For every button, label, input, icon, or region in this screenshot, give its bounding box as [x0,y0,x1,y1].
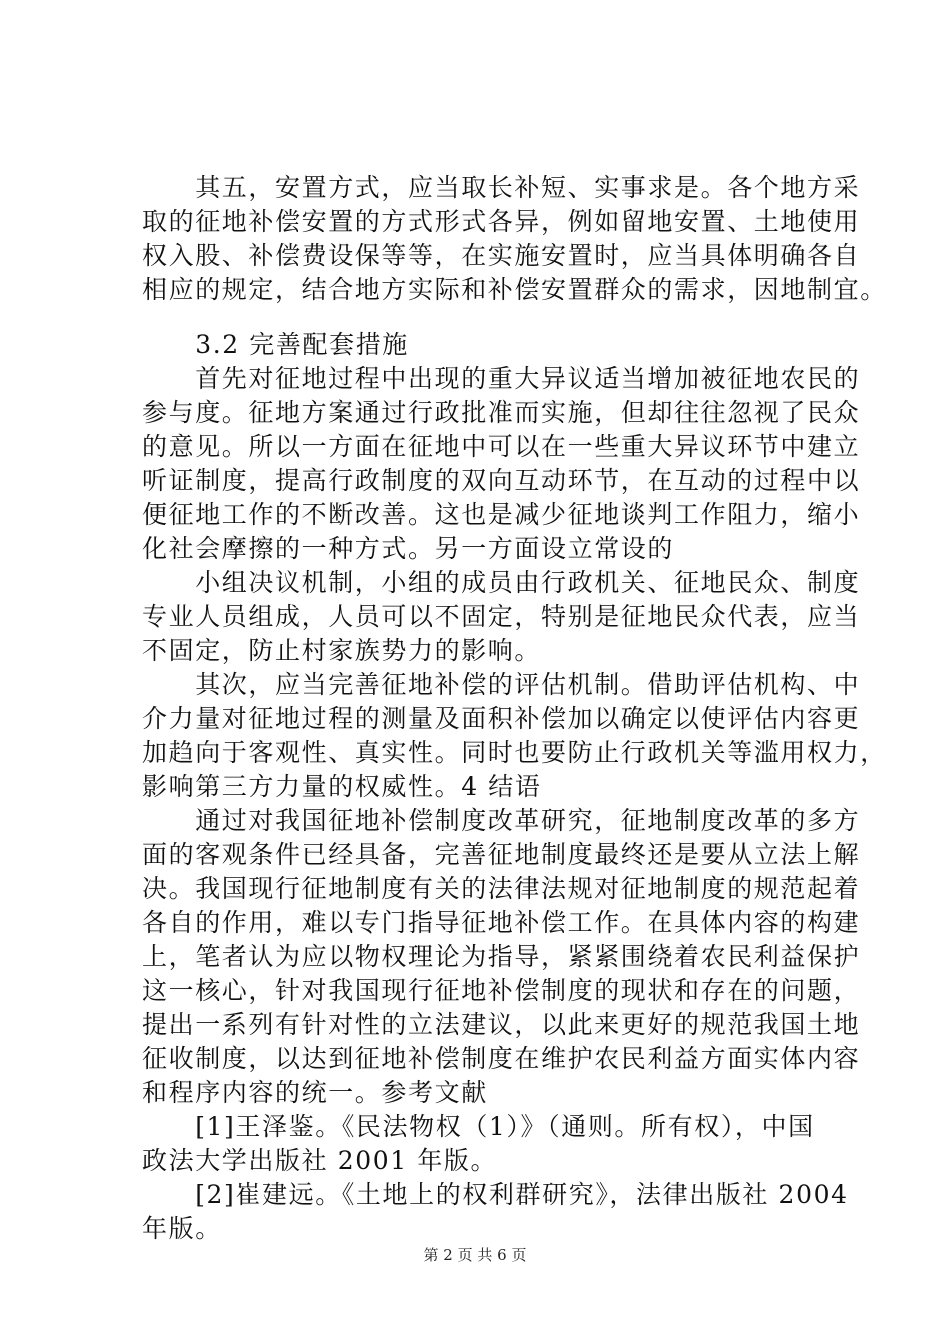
body-line: 参与度。征地方案通过行政批准而实施，但却往往忽视了民众 [142,398,861,427]
body-line: 相应的规定，结合地方实际和补偿安置群众的需求，因地制宜。 [142,275,887,304]
body-line: 各自的作用，难以专门指导征地补偿工作。在具体内容的构建 [142,908,861,937]
body-line: 便征地工作的不断改善。这也是减少征地谈判工作阻力，缩小 [142,500,861,529]
reference-line: [1]王泽鉴。《民法物权（1）》（通则。所有权），中国 [142,1112,815,1141]
reference-line: 年版。 [142,1214,222,1243]
body-line: 通过对我国征地补偿制度改革研究，征地制度改革的多方 [142,806,861,835]
body-line: 不固定，防止村家族势力的影响。 [142,636,542,665]
section-heading: 3.2 完善配套措施 [142,330,409,359]
body-line: 其次，应当完善征地补偿的评估机制。借助评估机构、中 [142,670,861,699]
body-line: 征收制度，以达到征地补偿制度在维护农民利益方面实体内容 [142,1044,861,1073]
body-line: 影响第三方力量的权威性。4 结语 [142,772,542,801]
body-line: 决。我国现行征地制度有关的法律法规对征地制度的规范起着 [142,874,861,903]
body-line: 听证制度，提高行政制度的双向互动环节，在互动的过程中以 [142,466,861,495]
body-line: 权入股、补偿费设保等等，在实施安置时，应当具体明确各自 [142,241,861,270]
body-line: 其五，安置方式，应当取长补短、实事求是。各个地方采 [142,173,861,202]
body-line: 取的征地补偿安置的方式形式各异，例如留地安置、土地使用 [142,207,861,236]
reference-line: 政法大学出版社 2001 年版。 [142,1146,498,1175]
body-line: 化社会摩擦的一种方式。另一方面设立常设的 [142,534,675,563]
reference-line: [2]崔建远。《土地上的权利群研究》，法律出版社 2004 [142,1180,849,1209]
body-line: 这一核心，针对我国现行征地补偿制度的现状和存在的问题， [142,976,861,1005]
body-line: 首先对征地过程中出现的重大异议适当增加被征地农民的 [142,364,861,393]
body-line: 的意见。所以一方面在征地中可以在一些重大异议环节中建立 [142,432,861,461]
body-line: 面的客观条件已经具备，完善征地制度最终还是要从立法上解 [142,840,861,869]
body-line: 小组决议机制，小组的成员由行政机关、征地民众、制度 [142,568,861,597]
body-line: 专业人员组成，人员可以不固定，特别是征地民众代表，应当 [142,602,861,631]
body-line: 加趋向于客观性、真实性。同时也要防止行政机关等滥用权力， [142,738,887,767]
body-line: 和程序内容的统一。参考文献 [142,1078,488,1107]
page-footer: 第 2 页 共 6 页 [423,1246,527,1264]
body-line: 上，笔者认为应以物权理论为指导，紧紧围绕着农民利益保护 [142,942,861,971]
body-line: 提出一系列有针对性的立法建议，以此来更好的规范我国土地 [142,1010,861,1039]
body-line: 介力量对征地过程的测量及面积补偿加以确定以使评估内容更 [142,704,861,733]
